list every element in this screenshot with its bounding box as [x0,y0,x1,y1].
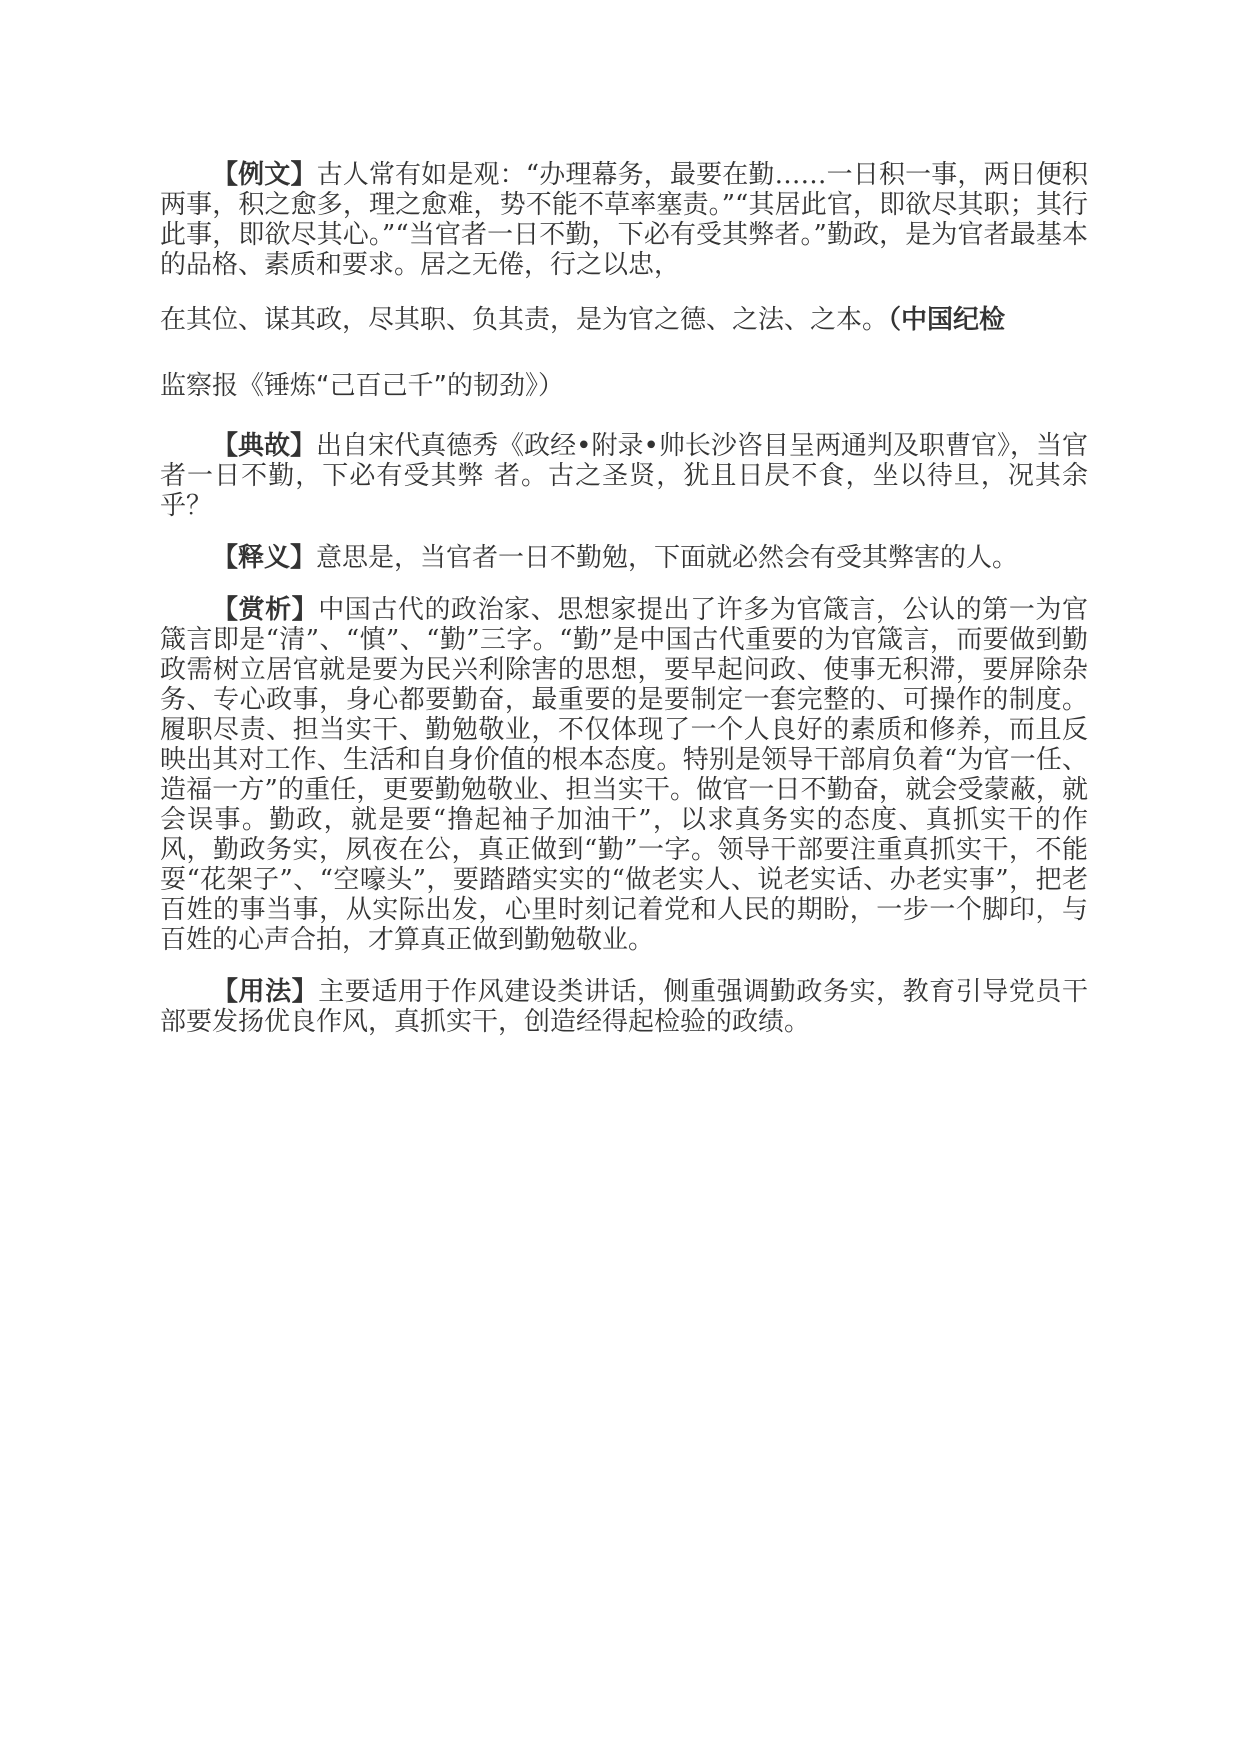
usage-body: 主要适用于作风建设类讲话，侧重强调勤政务实，教育引导党员干部要发扬优良作风，真抓实干，创造经得起检验的政绩。 [160,977,1088,1037]
example-source-line [160,371,1088,401]
usage-tag: 【用法】 [212,977,319,1007]
example-line-2 [160,305,1088,335]
example-line-2-text: 在其位、谋其政，尽其职、负其责，是为官之德、之法、之本。 [160,305,889,335]
appreciation-body: 中国古代的政治家、思想家提出了许多为官箴言，公认的第一为官箴言即是“清”、“慎”、“勤”三字。“勤”是中国古代重要的为官箴言，而要做到勤政需树立居官就是要为民兴利除害的思想，要早起问政、使事无积滞，要屏除杂务、专心政事，身心都要勤奋，最重要的是要制定一套完整的、可操作的制度。履职尽责、担当实干、勤勉敬业，不仅体现了一个人良好的素质和修养，而且反映出其对工作、生活和自身价值的根本态度。特别是领导干部肩负着“为官一任、造福一方”的重任，更要勤勉敬业、担当实干。做官一日不勤奋，就会受蒙蔽，就会误事。勤政，就是要“撸起袖子加油干”，以求真务实的态度、真抓实干的作风，勤政务实，夙夜在公，真正做到“勤”一字。领导干部要注重真抓实干，不能耍“花架子”、“空嚎头”，要踏踏实实的“做老实人、说老实话、办老实事”，把老百姓的事当事，从实际出发，心里时刻记着党和人民的期盼，一步一个脚印，与百姓的心声合拍，才算真正做到勤勉敬业。 [160,595,1088,955]
meaning-body: 意思是，当官者一日不勤勉，下面就必然会有受其弊害的人。 [316,543,1019,573]
example-source-part1: （中国纪检 [888,305,1006,335]
meaning-tag: 【释义】 [212,543,317,573]
appreciation-tag: 【赏析】 [212,595,319,625]
appreciation-paragraph [160,595,1088,955]
document-body [160,160,1088,1037]
allusion-body: 出自宋代真德秀《政经•附录•帅长沙咨目呈两通判及职曹官》，当官者一日不勤，下必有受其弊 者。古之圣贤，犹且日昃不食，坐以待旦，况其余乎？ [160,431,1088,521]
meaning-paragraph [160,543,1088,573]
example-tag: 【例文】 [212,160,317,190]
usage-paragraph [160,977,1088,1037]
allusion-tag: 【典故】 [212,431,317,461]
example-paragraph [160,160,1088,280]
example-source-part2: 监察报《锤炼“己百己千”的韧劲》） [160,371,564,401]
example-body: 古人常有如是观：“办理幕务，最要在勤……一日积一事，两日便积两事，积之愈多，理之愈难，势不能不草率塞责。”“其居此官，即欲尽其职；其行此事，即欲尽其心。”“当官者一日不勤，下必有受其弊者。”勤政，是为官者最基本的品格、素质和要求。居之无倦，行之以忠， [160,160,1088,280]
allusion-paragraph [160,431,1088,521]
